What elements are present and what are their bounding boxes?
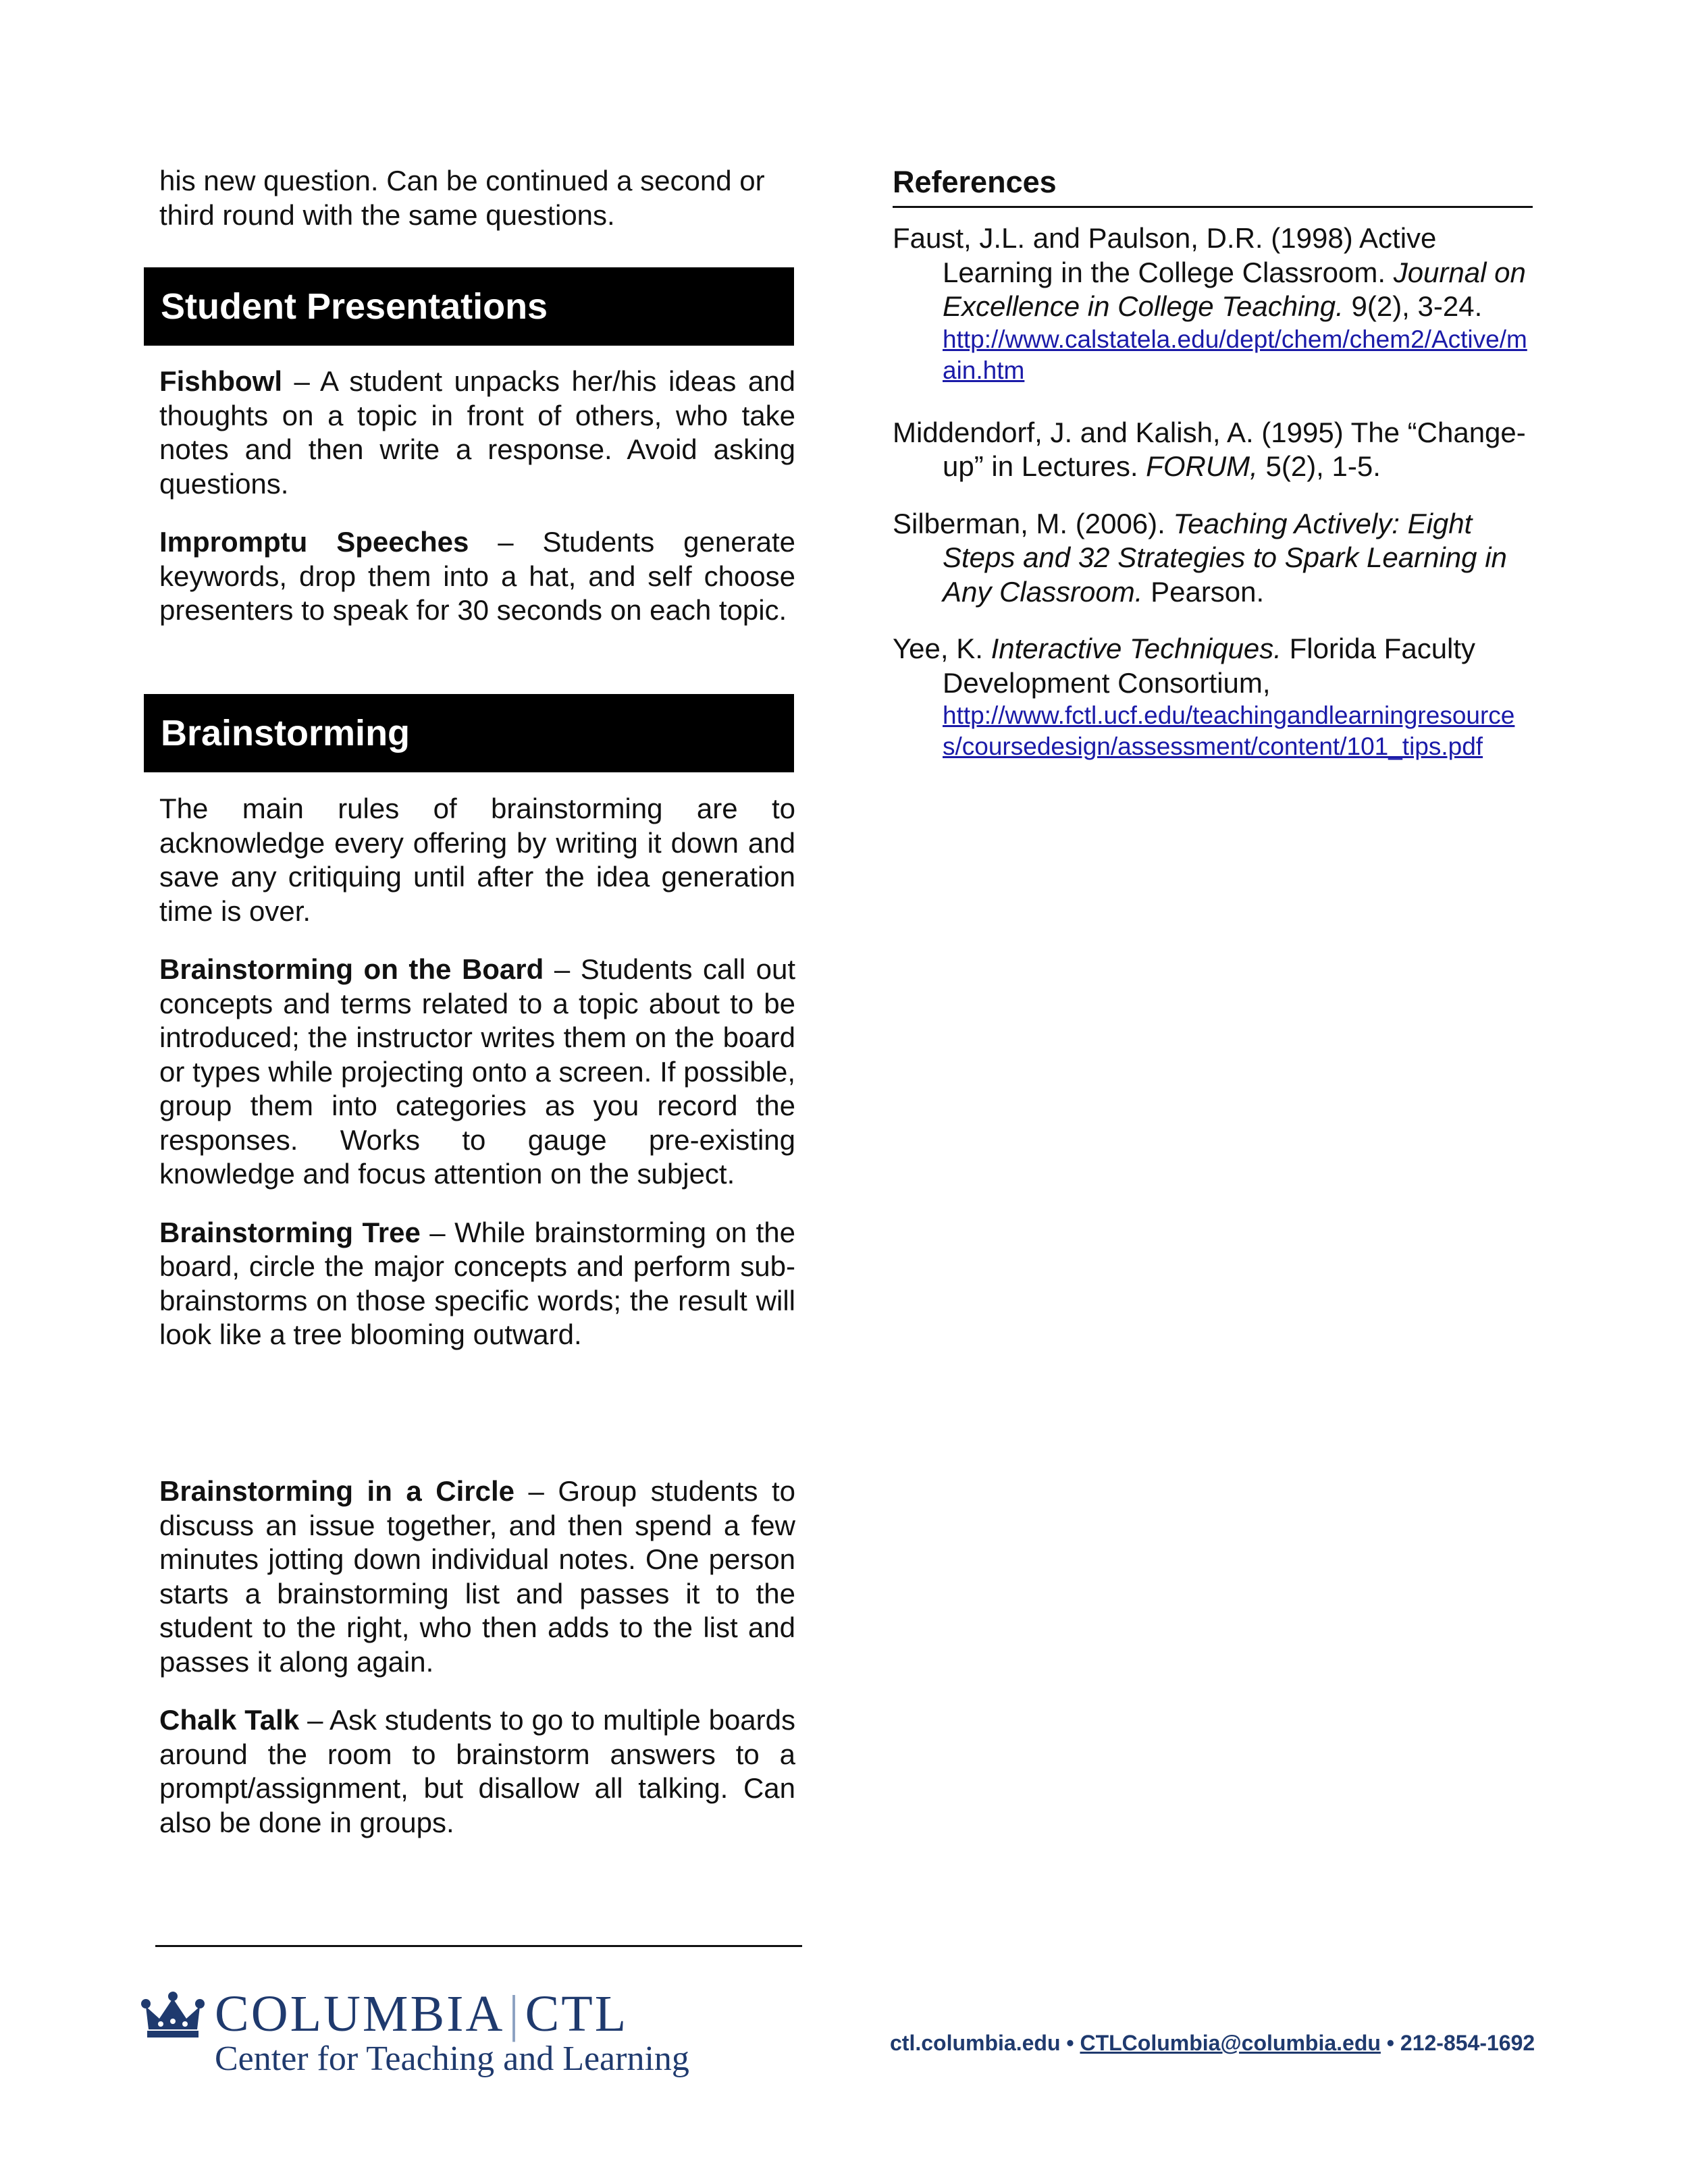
reference-middendorf — [893, 416, 1534, 484]
ref-yee-link[interactable]: http://www.fctl.ucf.edu/teachingandlearningresources/coursedesign/assessment/content/101_tips.pdf — [943, 701, 1515, 760]
reference-faust — [893, 221, 1534, 386]
ref-yee-publisher: Florida Faculty Development Consortium, — [943, 633, 1476, 699]
board-text: – Students call out concepts and terms related to a topic about to be introduced; the instructor writes them on the board or types while projecting onto a screen. If possible, group them into categories as you record the responses. Works to gauge pre-existing knowledge and focus attention on the subject. — [159, 953, 795, 1190]
chalk-paragraph — [159, 1703, 795, 1840]
ref-faust-link[interactable]: http://www.calstatela.edu/dept/chem/chem2/Active/main.htm — [943, 325, 1527, 384]
ref-yee-author: Yee, K. — [893, 633, 991, 664]
impromptu-term: Impromptu Speeches — [159, 526, 469, 558]
footer-phone: 212-854-1692 — [1400, 2031, 1535, 2055]
footer-email-link[interactable]: CTLColumbia@columbia.edu — [1080, 2031, 1381, 2055]
ref-silberman-title: Teaching Actively: Eight Steps and 32 Strategies to Spark Learning in Any Classroom. — [943, 507, 1507, 608]
tree-paragraph — [159, 1216, 795, 1352]
circle-term: Brainstorming in a Circle — [159, 1475, 515, 1507]
references-title: References — [893, 164, 1533, 208]
footer-bullet: • — [1380, 2031, 1400, 2055]
brainstorm-intro-paragraph: The main rules of brainstorming are to acknowledge every offering by writing it down and save any critiquing until after the idea generation time is over. — [159, 793, 795, 927]
reference-yee — [893, 632, 1534, 762]
fishbowl-paragraph — [159, 365, 795, 501]
board-paragraph — [159, 953, 795, 1192]
tree-text: – While brainstorming on the board, circle the major concepts and perform sub-brainstorms on those specific words; the result will look like a tree blooming outward. — [159, 1216, 795, 1350]
footer-website[interactable]: ctl.columbia.edu — [890, 2031, 1061, 2055]
section-header-brainstorming: Brainstorming — [144, 694, 794, 772]
brainstorming-body-continued — [159, 1474, 795, 1840]
circle-text: – Group students to discuss an issue together, and then spend a few minutes jotting down individual notes. One person starts a brainstorming list and passes it to the student to the right, who then adds to the list and passes it along again. — [159, 1475, 795, 1678]
crown-icon — [139, 1992, 207, 2046]
logo-ctl: CTL — [525, 1986, 629, 2042]
fishbowl-term: Fishbowl — [159, 365, 282, 397]
ref-middendorf-volume: 5(2), 1-5. — [1257, 450, 1381, 482]
fishbowl-text: – A student unpacks her/his ideas and thoughts on a topic in front of others, who take notes and then write a response. Avoid asking questions. — [159, 365, 795, 500]
logo-wordmark — [215, 1985, 628, 2044]
chalk-term: Chalk Talk — [159, 1704, 300, 1736]
section-header-student-presentations: Student Presentations — [144, 267, 794, 346]
continued-paragraph: his new question. Can be continued a second or third round with the same questions. — [159, 165, 765, 231]
footer-divider — [155, 1945, 802, 1947]
columbia-ctl-logo — [139, 1971, 693, 2086]
footer-bullet: • — [1060, 2031, 1080, 2055]
impromptu-paragraph — [159, 525, 795, 628]
ref-silberman-publisher: Pearson. — [1142, 575, 1265, 608]
board-term: Brainstorming on the Board — [159, 953, 544, 985]
ref-faust-journal: Journal on Excellence in College Teaching. — [943, 256, 1526, 322]
logo-separator: | — [508, 1986, 521, 2042]
brainstorming-body — [159, 792, 795, 1352]
reference-silberman — [893, 507, 1534, 610]
ref-middendorf-journal: FORUM, — [1146, 450, 1258, 482]
ref-yee-title: Interactive Techniques. — [991, 633, 1282, 664]
references-column — [893, 164, 1534, 762]
ref-middendorf-authors: Middendorf, J. and Kalish, A. (1995) The “Change-up” in Lectures. — [893, 416, 1526, 482]
impromptu-text: – Students generate keywords, drop them into a hat, and self choose presenters to speak for 30 seconds on each topic. — [159, 526, 795, 626]
logo-columbia: COLUMBIA — [215, 1986, 505, 2042]
left-column — [159, 164, 795, 232]
ref-silberman-author: Silberman, M. (2006). — [893, 507, 1173, 539]
footer-contact — [890, 2031, 1535, 2056]
tree-term: Brainstorming Tree — [159, 1216, 421, 1248]
ref-faust-authors: Faust, J.L. and Paulson, D.R. (1998) Active Learning in the College Classroom. — [893, 222, 1437, 288]
student-presentations-body — [159, 365, 795, 628]
circle-paragraph — [159, 1474, 795, 1679]
chalk-text: – Ask students to go to multiple boards around the room to brainstorm answers to a prompt/assignment, but disallow all talking. Can also be done in groups. — [159, 1704, 796, 1838]
ref-faust-volume: 9(2), 3-24. — [1343, 290, 1483, 322]
logo-subtitle: Center for Teaching and Learning — [215, 2040, 689, 2078]
